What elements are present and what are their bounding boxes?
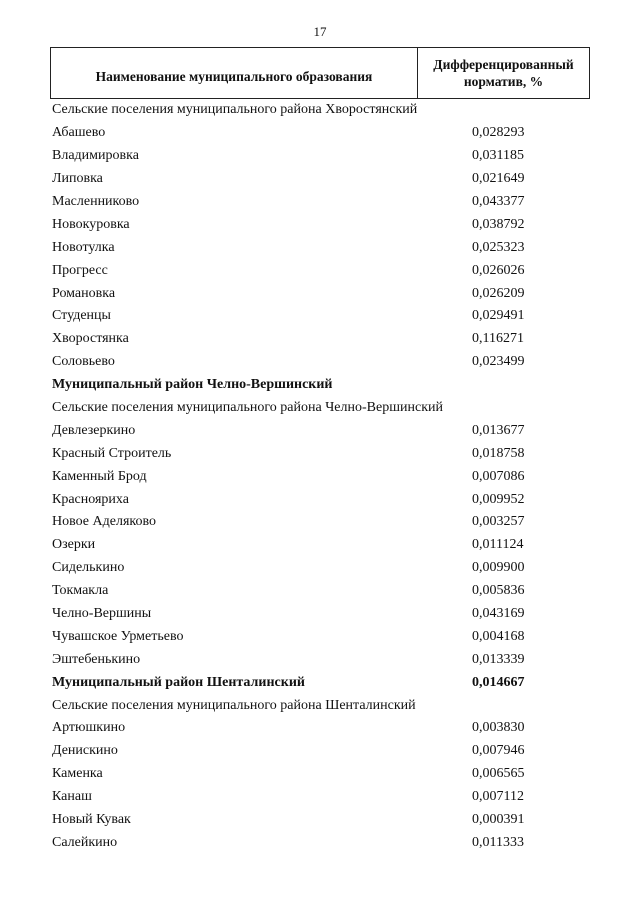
- row-value: 0,023499: [472, 354, 525, 370]
- table-row: [50, 832, 590, 855]
- norms-table: [50, 47, 590, 854]
- table-row: [50, 442, 590, 465]
- row-name: Новый Кувак: [52, 812, 131, 828]
- row-name: Салейкино: [52, 834, 118, 850]
- table-row: [50, 168, 590, 191]
- table-row: [50, 122, 590, 145]
- row-value: 0,021649: [472, 171, 525, 187]
- table-row: [50, 488, 590, 511]
- row-name: Озерки: [52, 537, 96, 553]
- row-name: Новое Аделяково: [52, 514, 156, 530]
- row-name: Сельские поселения муниципального района Шенталинский: [52, 697, 416, 713]
- header-norm-line2: норматив, %: [463, 74, 544, 89]
- table-row: [50, 351, 590, 374]
- table-row: [50, 511, 590, 534]
- row-name: Романовка: [52, 285, 116, 301]
- row-value: 0,007112: [472, 789, 524, 805]
- page-number: 17: [313, 24, 327, 39]
- table-row: [50, 259, 590, 282]
- section-row: [50, 99, 590, 122]
- table-row: [50, 213, 590, 236]
- table-row: [50, 717, 590, 740]
- row-value: 0,028293: [472, 125, 525, 141]
- district-row: [50, 671, 590, 694]
- row-name: Красный Строитель: [52, 445, 172, 461]
- row-name: Студенцы: [52, 308, 111, 324]
- table-row: [50, 145, 590, 168]
- row-name: Хворостянка: [52, 331, 129, 347]
- row-name: Чувашское Урметьево: [52, 628, 184, 644]
- row-value: 0,009952: [472, 491, 525, 507]
- row-value: 0,116271: [472, 331, 524, 347]
- row-value: 0,013677: [472, 422, 525, 438]
- row-value: 0,026026: [472, 262, 525, 278]
- table-row: [50, 419, 590, 442]
- row-name: Краснояриха: [52, 491, 129, 507]
- row-name: Липовка: [52, 171, 103, 187]
- table-row: [50, 282, 590, 305]
- row-value: 0,003830: [472, 720, 525, 736]
- row-value: 0,004168: [472, 628, 525, 644]
- table-row: [50, 534, 590, 557]
- row-value: 0,006565: [472, 766, 525, 782]
- row-name: Новокуровка: [52, 216, 130, 232]
- row-name: Каменка: [52, 766, 103, 782]
- table-row: [50, 786, 590, 809]
- row-name: Прогресс: [52, 262, 108, 278]
- row-name: Соловьево: [52, 354, 115, 370]
- row-name: Масленниково: [52, 194, 140, 209]
- row-name: Девлезеркино: [52, 422, 136, 438]
- table-row: [50, 809, 590, 832]
- row-name: Сельские поселения муниципального района Хворостянский: [52, 102, 418, 118]
- table-row: [50, 236, 590, 259]
- row-name: Муниципальный район Шенталинский: [52, 674, 305, 690]
- table-row: [50, 740, 590, 763]
- table-row: [50, 465, 590, 488]
- row-value: 0,031185: [472, 148, 524, 164]
- row-name: Абашево: [52, 125, 106, 141]
- row-value: 0,003257: [472, 514, 525, 530]
- row-value: 0,011333: [472, 834, 524, 850]
- row-name: Владимировка: [52, 148, 139, 164]
- table-row: [50, 763, 590, 786]
- row-name: Эштебенькино: [52, 651, 141, 667]
- row-name: Муниципальный район Челно-Вершинский: [52, 377, 333, 393]
- row-name: Денискино: [52, 743, 118, 759]
- row-value: 0,007086: [472, 468, 525, 484]
- table-header: [50, 47, 590, 99]
- header-norm-column: [418, 48, 589, 98]
- row-value: 0,043377: [472, 194, 525, 209]
- table-row: [50, 625, 590, 648]
- row-value: 0,026209: [472, 285, 525, 301]
- table-row: [50, 328, 590, 351]
- table-row: [50, 603, 590, 626]
- row-name: Токмакла: [52, 583, 109, 599]
- table-row: [50, 648, 590, 671]
- header-name-column: Наименование муниципального образования: [51, 48, 418, 98]
- row-value: 0,043169: [472, 606, 525, 622]
- row-value: 0,011124: [472, 537, 524, 553]
- row-value: 0,013339: [472, 651, 525, 667]
- row-value: 0,005836: [472, 583, 525, 599]
- row-value: 0,000391: [472, 812, 525, 828]
- row-name: Сиделькино: [52, 560, 125, 576]
- row-value: 0,029491: [472, 308, 525, 324]
- row-value: 0,038792: [472, 216, 525, 232]
- table-row: [50, 191, 590, 214]
- row-name: Каменный Брод: [52, 468, 147, 484]
- section-row: [50, 397, 590, 420]
- row-name: Артюшкино: [52, 720, 126, 736]
- row-value: 0,009900: [472, 560, 525, 576]
- table-body: [50, 99, 590, 854]
- row-name: Канаш: [52, 789, 92, 805]
- row-name: Челно-Вершины: [52, 606, 152, 622]
- table-row: [50, 580, 590, 603]
- row-value: 0,014667: [472, 674, 525, 690]
- row-value: 0,018758: [472, 445, 525, 461]
- row-value: 0,025323: [472, 239, 525, 255]
- table-row: [50, 557, 590, 580]
- row-value: 0,007946: [472, 743, 525, 759]
- table-row: [50, 305, 590, 328]
- row-name: Сельские поселения муниципального района Челно-Вершинский: [52, 400, 443, 416]
- header-norm-line1: Дифференцированный: [433, 57, 574, 72]
- section-row: [50, 694, 590, 717]
- district-row: [50, 374, 590, 397]
- row-name: Новотулка: [52, 239, 115, 255]
